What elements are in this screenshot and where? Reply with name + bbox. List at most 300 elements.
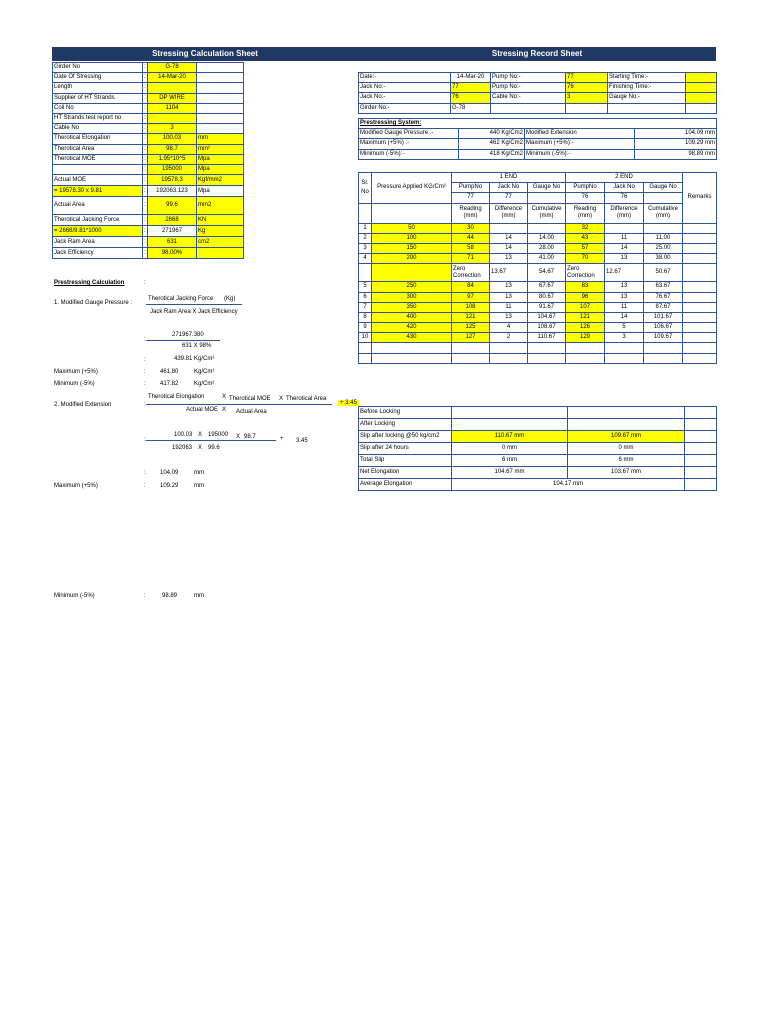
reading-cell [490, 223, 528, 233]
field-label: HT Strands test report no [53, 113, 143, 123]
colon: : [143, 73, 148, 83]
reading-cell: 121 [452, 312, 490, 322]
record-header-table [358, 72, 717, 114]
system-label: Maximum (+5%):- [525, 139, 635, 149]
system-value: 418 Kg/Cm2 [459, 149, 525, 159]
spacer [244, 103, 359, 113]
calculation-table [52, 62, 359, 259]
field-value: G-78 [148, 63, 197, 73]
unit: Kg/Cm² [194, 369, 215, 375]
record-value [686, 103, 717, 113]
mgp-numerator: Therotical Jacking Force [148, 296, 214, 302]
colon: : [143, 248, 148, 259]
field-value: 2668 [148, 215, 197, 226]
column-value: 77 [452, 193, 490, 203]
spacer [244, 186, 359, 197]
fraction-line [146, 304, 242, 305]
colon: : [143, 83, 148, 93]
me-constant: + 3.45 [340, 400, 357, 406]
column-header: PumpNo [566, 183, 605, 193]
colon: : [144, 402, 146, 408]
average-label: Average Elongation [359, 479, 452, 491]
calc-unit: Mpa [197, 186, 244, 197]
remarks-cell [683, 254, 717, 264]
record-label: Jack No:- [359, 93, 451, 103]
empty-cell [372, 353, 452, 363]
empty-row [359, 353, 717, 363]
reading-cell: 14 [605, 243, 644, 253]
colon: : [143, 226, 148, 237]
elongation-label: After Locking [359, 419, 452, 431]
colon: : [144, 357, 146, 363]
remarks-cell [683, 264, 717, 282]
reading-cell: 14 [490, 233, 528, 243]
end1-header: 1 END [452, 173, 566, 183]
record-label: Girder No:- [359, 103, 451, 113]
table-row [359, 302, 717, 312]
unit: Kg/Cm² [194, 356, 215, 362]
record-label [491, 103, 566, 113]
field-unit [197, 124, 244, 134]
record-header-row [359, 93, 717, 103]
end2-value: 109.67 mm [568, 431, 685, 443]
reading-cell: 2 [490, 333, 528, 343]
colon: : [143, 103, 148, 113]
colon: : [143, 93, 148, 103]
reading-cell: 38.00 [644, 254, 683, 264]
system-value: 98.89 mm [635, 149, 717, 159]
remarks-cell [683, 223, 717, 233]
record-label: Pump No:- [491, 73, 566, 83]
reading-cell: 13 [490, 312, 528, 322]
me-num1: Therotical Elongation [148, 394, 205, 400]
system-row [359, 149, 717, 159]
field-value: 100.03 [148, 134, 197, 144]
reading-cell: 76.67 [644, 292, 683, 302]
column-value [528, 193, 566, 203]
field-label: Therotical Area [53, 144, 143, 154]
colon: : [144, 593, 146, 599]
field-unit: Mpa [197, 154, 244, 164]
reading-cell: 58 [452, 243, 490, 253]
empty-cell [644, 343, 683, 353]
me-result: 104.09 [160, 470, 179, 476]
table-row [359, 333, 717, 343]
reading-cell: 106.67 [644, 323, 683, 333]
mgp-denominator-value: 631 X 98% [182, 343, 212, 349]
field-unit: mm [197, 134, 244, 144]
spacer [244, 164, 359, 174]
system-value: 104.09 mm [635, 129, 717, 139]
max-label: Maximum (+5%) [54, 483, 98, 489]
field-unit [197, 73, 244, 83]
field-row [53, 186, 359, 197]
field-row [53, 175, 359, 186]
reading-cell: 70 [566, 254, 605, 264]
table-row [359, 312, 717, 322]
zero-correction-value: 13.67 [490, 264, 528, 282]
field-row [53, 113, 359, 123]
cell [685, 419, 717, 431]
record-value: 77 [451, 83, 491, 93]
reading-cell: 3 [359, 243, 372, 253]
system-value: 440 Kg/Cm2 [459, 129, 525, 139]
colon: : [143, 63, 148, 73]
field-row [53, 197, 359, 215]
field-unit [197, 113, 244, 123]
system-label: Modified Gauge Pressure :- [359, 129, 459, 139]
reading-cell: 430 [372, 333, 452, 343]
mgp-unit: (Kg) [224, 296, 236, 302]
reading-cell: 87.67 [644, 302, 683, 312]
colon: : [143, 186, 148, 197]
reading-cell: 150 [372, 243, 452, 253]
table-row [359, 223, 717, 233]
column-header: PumpNo [452, 183, 490, 193]
times: X [198, 432, 203, 438]
colon: : [144, 369, 146, 375]
column-header: Reading (mm) [452, 203, 490, 223]
reading-cell: 101.67 [644, 312, 683, 322]
unit: mm [194, 593, 204, 599]
reading-cell [644, 223, 683, 233]
colon: : [144, 470, 146, 476]
reading-cell: 127 [452, 333, 490, 343]
spacer [244, 73, 359, 83]
field-row [53, 93, 359, 103]
elongation-row [359, 431, 717, 443]
fraction-line [146, 404, 332, 405]
fraction-line [146, 340, 220, 341]
spacer [244, 134, 359, 144]
field-value: 1104 [148, 103, 197, 113]
column-value: 76 [605, 193, 644, 203]
system-value: 109.29 mm [635, 139, 717, 149]
field-label: Supplier of HT Strands [53, 93, 143, 103]
end1-value: 104.67 mm [452, 467, 568, 479]
reading-cell: 100 [372, 233, 452, 243]
column-header: Difference (mm) [490, 203, 528, 223]
system-value: 462 Kg/Cm2 [459, 139, 525, 149]
reading-cell: 109.67 [644, 333, 683, 343]
field-value [148, 113, 197, 123]
me-num2: Therotical MOE [229, 396, 271, 402]
elongation-row [359, 455, 717, 467]
reading-cell: 14 [490, 243, 528, 253]
colon: : [144, 381, 146, 387]
elongation-label: Slip after 24 hours [359, 443, 452, 455]
spacer [244, 83, 359, 93]
reading-cell: 6 [359, 292, 372, 302]
zero-correction-value: 54.67 [528, 264, 566, 282]
reading-cell: 13 [605, 254, 644, 264]
empty-cell [566, 343, 605, 353]
record-value [566, 103, 608, 113]
remarks-cell [683, 333, 717, 343]
record-value: 14-Mar-20 [451, 73, 491, 83]
reading-cell: 14 [605, 312, 644, 322]
cell [372, 264, 452, 282]
average-row [359, 479, 717, 491]
colon: : [143, 113, 148, 123]
field-label [53, 164, 143, 174]
reading-cell: 121 [566, 312, 605, 322]
reading-cell: 97 [452, 292, 490, 302]
field-label: Cable No [53, 124, 143, 134]
table-row [359, 323, 717, 333]
empty-cell [683, 343, 717, 353]
record-value: G-78 [451, 103, 491, 113]
record-label: Pump No:- [491, 83, 566, 93]
field-unit [197, 103, 244, 113]
end1-value: 6 mm [452, 455, 568, 467]
spacer [244, 124, 359, 134]
field-unit: Mpa [197, 164, 244, 174]
empty-row [359, 343, 717, 353]
reading-cell [605, 223, 644, 233]
record-label: Finishing Time:- [608, 83, 686, 93]
me-den2: Actual Area [236, 409, 267, 415]
field-value: 98.00% [148, 248, 197, 259]
reading-cell: 67.67 [528, 282, 566, 292]
empty-cell [566, 353, 605, 363]
reading-cell: 5 [359, 282, 372, 292]
remarks-cell [683, 323, 717, 333]
zero-correction-label: Zero Correction [566, 264, 605, 282]
cell [372, 203, 452, 223]
me-v3: 98.7 [244, 434, 256, 440]
me-den1: Actual MOE [186, 407, 219, 413]
field-value: 3 [148, 124, 197, 134]
reading-cell: 32 [566, 223, 605, 233]
column-header: Cumulative (mm) [644, 203, 683, 223]
field-value: DP WIRE [148, 93, 197, 103]
me-label: 2. Modified Extension [54, 402, 112, 408]
cell [685, 479, 717, 491]
reading-cell: 4 [359, 254, 372, 264]
me-v1: 100.03 [174, 432, 193, 438]
field-label: Therotical Elongation [53, 134, 143, 144]
table-row [359, 254, 717, 264]
field-unit: Kgf/mm2 [197, 175, 244, 186]
empty-cell [490, 343, 528, 353]
reading-cell: 63.67 [644, 282, 683, 292]
system-label: Modified Extension [525, 129, 635, 139]
reading-cell: 13 [605, 292, 644, 302]
reading-cell: 126 [566, 323, 605, 333]
spacer [244, 63, 359, 73]
field-row [53, 73, 359, 83]
end2-value: 103.67 mm [568, 467, 685, 479]
system-title: Prestressing System: [359, 119, 717, 129]
fraction-line [146, 440, 276, 441]
end1-value [452, 419, 568, 431]
times: X [222, 407, 227, 413]
field-value: 631 [148, 237, 197, 248]
reading-cell: 91.67 [528, 302, 566, 312]
reading-cell: 13 [605, 282, 644, 292]
min-label: Minimum (-5%) [54, 593, 95, 599]
cell [685, 407, 717, 419]
elongation-row [359, 467, 717, 479]
field-label: Therotical Jacking Force [53, 215, 143, 226]
end1-value: 0 mm [452, 443, 568, 455]
reading-cell: 57 [566, 243, 605, 253]
field-value: 195000 [148, 164, 197, 174]
reading-cell: 107 [566, 302, 605, 312]
elongation-label: Slip after locking @50 kg/cm2 [359, 431, 452, 443]
colon: : [143, 124, 148, 134]
remarks-cell [683, 282, 717, 292]
header-row [359, 173, 717, 183]
colon: : [143, 215, 148, 226]
me-v5: 99.6 [208, 445, 220, 451]
reading-cell: 350 [372, 302, 452, 312]
table-row [359, 243, 717, 253]
reading-cell: 11 [490, 302, 528, 312]
calculation-sheet-title: Stressing Calculation Sheet [52, 47, 358, 61]
unit: mm [194, 483, 204, 489]
colon: : [143, 164, 148, 174]
field-unit: mm² [197, 144, 244, 154]
empty-cell [452, 343, 490, 353]
calc-value: 192063.123 [148, 186, 197, 197]
record-value [686, 83, 717, 93]
empty-cell [452, 353, 490, 363]
remarks-header: Remarks [683, 173, 717, 224]
unit: mm [194, 470, 204, 476]
end2-value: 0 mm [568, 443, 685, 455]
system-label: Maximum (+5%) :- [359, 139, 459, 149]
field-row [53, 144, 359, 154]
column-header: Difference (mm) [605, 203, 644, 223]
spacer [244, 175, 359, 186]
field-row [53, 63, 359, 73]
field-row [53, 215, 359, 226]
spacer [244, 144, 359, 154]
end2-header: 2 END [566, 173, 683, 183]
remarks-cell [683, 312, 717, 322]
colon: : [144, 280, 146, 286]
elongation-table [358, 406, 717, 491]
field-value [148, 83, 197, 93]
reading-cell: 96 [566, 292, 605, 302]
reading-cell: 28.00 [528, 243, 566, 253]
end1-value [452, 407, 568, 419]
reading-cell: 1 [359, 223, 372, 233]
record-value: 3 [566, 93, 608, 103]
me-min: 98.89 [162, 593, 178, 599]
field-label: Therotical MOE [53, 154, 143, 164]
reading-cell: 50 [372, 223, 452, 233]
reading-cell: 125 [452, 323, 490, 333]
times: X [279, 396, 284, 402]
field-label: Jack Efficiency [53, 248, 143, 259]
empty-cell [683, 353, 717, 363]
field-row [53, 226, 359, 237]
remarks-cell [683, 243, 717, 253]
me-max: 109.29 [160, 483, 179, 489]
mgp-numerator-value: 271967.380 [172, 332, 204, 338]
plus: + [280, 436, 284, 442]
field-label: Date Of Stressing [53, 73, 143, 83]
field-row [53, 134, 359, 144]
empty-cell [605, 343, 644, 353]
prestressing-system-table [358, 118, 717, 160]
spacer [244, 215, 359, 226]
reading-cell: 71 [452, 254, 490, 264]
column-header: Reading (mm) [566, 203, 605, 223]
record-header-row [359, 73, 717, 83]
colon: : [144, 483, 146, 489]
reading-cell: 250 [372, 282, 452, 292]
reading-cell: 108 [452, 302, 490, 312]
times: X [222, 394, 227, 400]
calc-formula: = 19578.30 x 9.81 [53, 186, 143, 197]
field-label: Length [53, 83, 143, 93]
table-row [359, 282, 717, 292]
max-label: Maximum (+5%) [54, 369, 98, 375]
reading-cell: 108.67 [528, 323, 566, 333]
record-value [686, 73, 717, 83]
elongation-label: Total Slip [359, 455, 452, 467]
field-row [53, 237, 359, 248]
elongation-row [359, 443, 717, 455]
field-row [53, 248, 359, 259]
reading-cell: 129 [566, 333, 605, 343]
system-row [359, 139, 717, 149]
column-value [644, 193, 683, 203]
record-label: Gauge No:- [608, 93, 686, 103]
end2-value [568, 419, 685, 431]
field-unit: mm2 [197, 197, 244, 215]
readings-table [358, 172, 717, 364]
spacer [244, 226, 359, 237]
spacer [244, 93, 359, 103]
field-unit [197, 248, 244, 259]
field-value: 99.6 [148, 197, 197, 215]
spacer [244, 237, 359, 248]
reading-cell: 43 [566, 233, 605, 243]
spacer [244, 248, 359, 259]
reading-cell: 14.00 [528, 233, 566, 243]
zero-correction-value: 50.67 [644, 264, 683, 282]
colon: : [143, 197, 148, 215]
field-value: 1.95*10^5 [148, 154, 197, 164]
colon: : [143, 175, 148, 186]
spacer [244, 154, 359, 164]
min-label: Minimum (-5%) [54, 381, 95, 387]
calc-unit: Kg [197, 226, 244, 237]
record-label: Date:- [359, 73, 451, 83]
zero-correction-row [359, 264, 717, 282]
reading-cell: 110.67 [528, 333, 566, 343]
field-row [53, 83, 359, 93]
reading-cell: 200 [372, 254, 452, 264]
record-label: Cable No:- [491, 93, 566, 103]
record-value: 77 [566, 73, 608, 83]
remarks-cell [683, 302, 717, 312]
reading-cell: 80.67 [528, 292, 566, 302]
table-row [359, 292, 717, 302]
empty-cell [372, 343, 452, 353]
mgp-min: 417.82 [160, 381, 179, 387]
calc-formula: = 2668/9.81*1000 [53, 226, 143, 237]
column-header: Gauge No [528, 183, 566, 193]
reading-cell: 104.67 [528, 312, 566, 322]
system-label: Minimum (-5%):- [525, 149, 635, 159]
remarks-cell [683, 292, 717, 302]
